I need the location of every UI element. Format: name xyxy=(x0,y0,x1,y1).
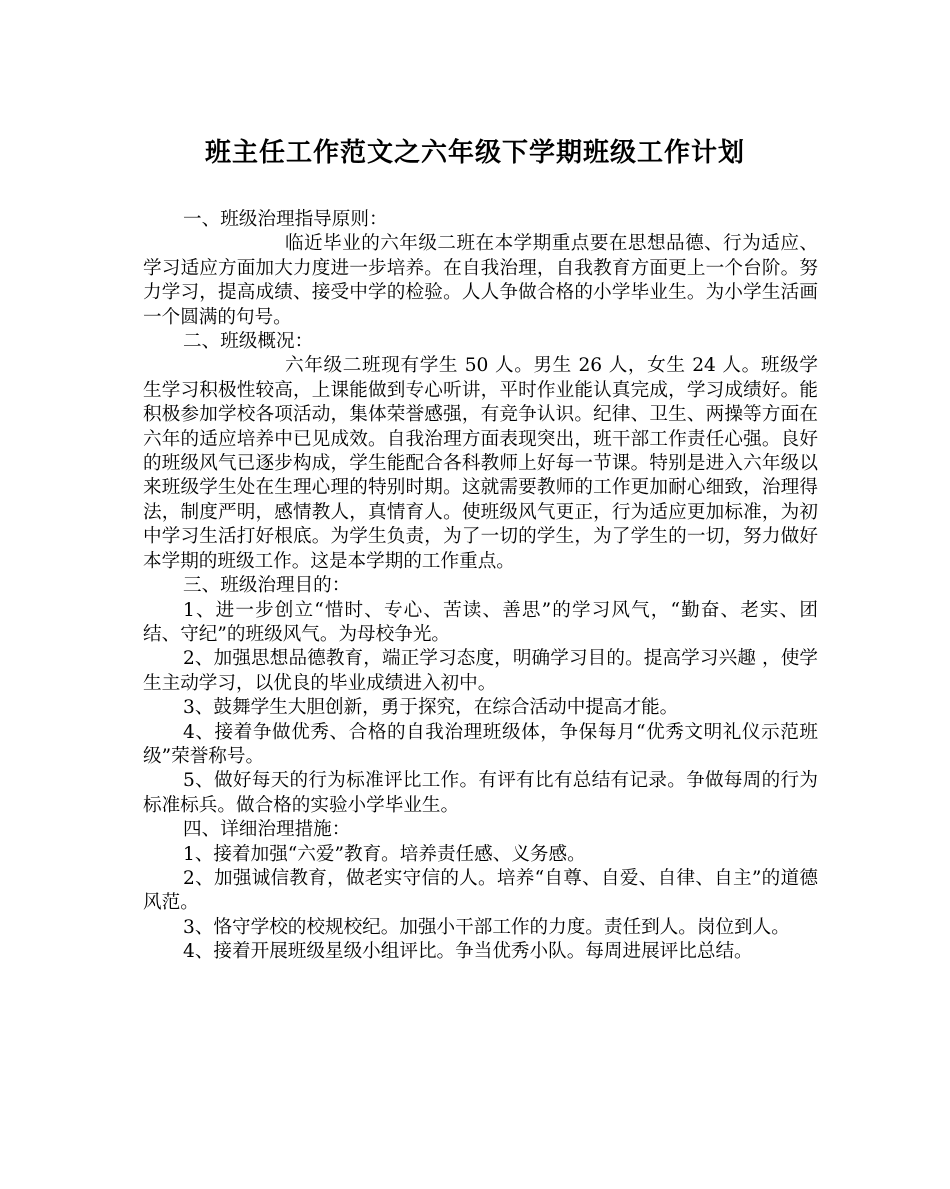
list-item: 5、做好每天的行为标准评比工作。有评有比有总结有记录。争做每周的行为标准标兵。做合格的实验小学毕业生。 xyxy=(143,770,818,816)
section-heading: 二、班级概况： xyxy=(183,331,314,353)
list-item: 4、接着开展班级星级小组评比。争当优秀小队。每周进展评比总结。 xyxy=(183,941,753,963)
section-heading: 四、详细治理措施： xyxy=(183,819,351,841)
list-item: 3、恪守学校的校规校纪。加强小干部工作的力度。责任到人。岗位到人。 xyxy=(183,916,790,938)
section-heading: 一、班级治理指导原则： xyxy=(183,209,388,230)
list-item: 2、加强思想品德教育，端正学习态度，明确学习目的。提高学习兴趣 ，使学生主动学习，以优良的毕业成绩进入初中。 xyxy=(143,648,818,694)
section-heading: 三、班级治理目的： xyxy=(183,575,351,597)
document-body xyxy=(143,208,818,965)
paragraph: 六年级二班现有学生 50 人。男生 26 人，女生 24 人。班级学生学习积极性较高，上课能做到专心听讲，平时作业能认真完成，学习成绩好。能积极参加学校各项活动，集体荣誉感强，有竞争认识。纪律、卫生、两操等方面在六年的适应培养中已见成效。自我治理方面表现突出，班干部工作责任心强。良好的班级风气已逐步构成，学生能配合各科教师上好每一节课。特别是进入六年级以来班级学生处在生理心理的特别时期。这就需要教师的工作更加耐心细致，治理得法，制度严明，感情教人，真情育人。使班级风气更正，行为适应更加标准，为初中学习生活打好根底。为学生负责，为了一切的学生，为了学生的一切，努力做好本学期的班级工作。这是本学期的工作重点。 xyxy=(143,355,818,572)
page-title: 班主任工作范文之六年级下学期班级工作计划 xyxy=(204,138,745,168)
list-item: 4、接着争做优秀、合格的自我治理班级体，争保每月“优秀文明礼仪示范班级”荣誉称号。 xyxy=(143,721,818,767)
list-item: 1、进一步创立“惜时、专心、苦读、善思”的学习风气，“勤奋、老实、团结、守纪”的班级风气。为母校争光。 xyxy=(143,599,818,645)
paragraph: 临近毕业的六年级二班在本学期重点要在思想品德、行为适应、学习适应方面加大力度进一步培养。在自我治理，自我教育方面更上一个台阶。努力学习，提高成绩、接受中学的检验。人人争做合格的小学毕业生。为小学生活画一个圆满的句号。 xyxy=(143,233,818,328)
list-item: 1、接着加强“六爱”教育。培养责任感、义务感。 xyxy=(183,843,586,865)
list-item: 2、加强诚信教育，做老实守信的人。培养“自尊、自爱、自律、自主”的道德风范。 xyxy=(143,867,818,914)
list-item: 3、鼓舞学生大胆创新，勇于探究，在综合活动中提高才能。 xyxy=(183,697,679,719)
